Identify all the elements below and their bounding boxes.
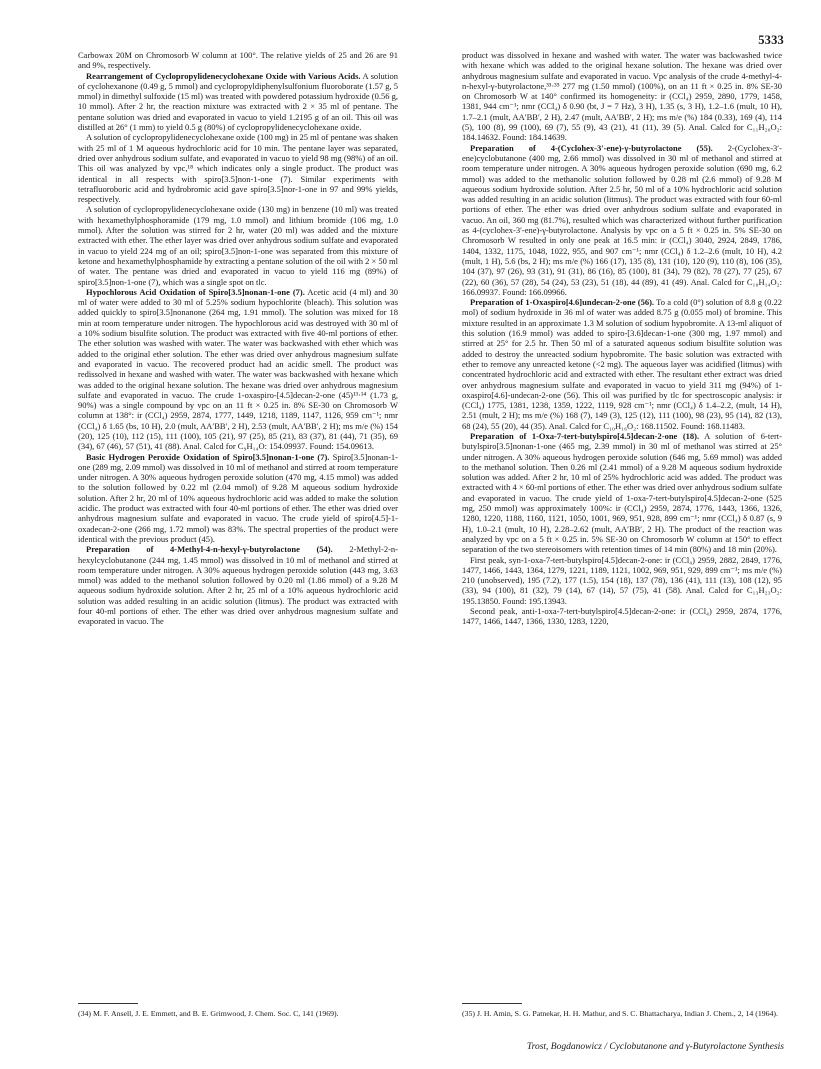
section-heading: Rearrangement of Cyclopropylidenecyclohexane Oxide with Various Acids. [86,70,361,81]
section-paragraph [78,544,398,626]
left-column [78,50,398,627]
section-paragraph [462,431,782,555]
footnote-rule-right [462,1003,522,1004]
footnote-rule-left [78,1003,138,1004]
section-paragraph [78,452,398,545]
paragraph: product was dissolved in hexane and washed with water. The water was backwashed twice with hexane which was added to the original hexane solution. The hexane was dried over anhydrous magnesium sulfate and evaporated in vacuo. Vpc analysis of the crude 4-methyl-4-n-hexyl-γ-butyrolactone,³³·³⁵ 277 mg (1.50 mmol) (100%), on an 11 ft × 0.25 in. 8% SE-30 on Chromosorb W at 140° confirmed its homogeneity: ir (CCl₄) 2959, 2890, 1779, 1458, 1381, 944 cm⁻¹; nmr (CCl₄) δ 0.90 (bt, J = 7 Hz), 3 H), 1.35 (s, 3 H), 1.2–1.6 (mult, 10 H), 1.7–2.1 (mult, AA′BB′, 2 H), 2.47 (mult, AA′BB′, 2 H); ms m/e (%) 184 (0.33), 169 (4), 114 (5), 100 (8), 99 (100), 69 (7), 55 (9), 43 (21), 41 (11), 39 (5). Anal. Calcd for C₁₁H₂₀O₂: 184.14632. Found: 184.14639. [462,50,782,143]
paragraph: First peak, syn-1-oxa-7-tert-butylspiro[4.5]decan-2-one: ir (CCl₄) 2959, 2882, 2849, 1776, 1477, 1466, 1443, 1364, 1279, 1221, 1189, 1121, 1002, 969, 951, 929, 899 cm⁻¹; ms m/e (%) 210 (unobserved), 195 (7.2), 177 (1.5), 154 (18), 137 (78), 136 (41), 111 (13), 108 (12), 95 (33), 94 (100), 81 (32), 79 (14), 67 (14), 57 (75), 41 (58). Anal. Calcd for C₁₃H₂₃O₂: 195.13850. Found: 195.13943. [462,554,782,606]
page-number: 5333 [758,33,784,47]
paragraph: Second peak, anti-1-oxa-7-tert-butylspiro[4.5]decan-2-one: ir (CCl₄) 2959, 2874, 1776, 1477, 1466, 1447, 1366, 1330, 1283, 1220, [462,606,782,627]
section-heading: Preparation of 1-Oxaspiro[4.6]undecan-2-one (56). [470,297,655,308]
paragraph-text: A solution of cyclohexanone (0.49 g, 5 mmol) and cyclopropyldiphenylsulfonium fluoroborate (1.57 g, 5 mmol) in dimethyl sulfoxide (15 ml) was treated with powdered potassium hydroxide (0.56 g, 10 mmol). After 2 hr, the reaction mixture was extracted with 2 × 35 ml of pentane. The pentane solution was dried and evaporated in vacuo to yield 1.2195 g of an oil. This oil was distilled at 26° (1 mm) to yield 0.5 g (80%) of cyclopropylidenecyclohexane oxide. [78,70,399,133]
paragraph-text: Spiro[3.5]nonan-1-one (289 mg, 2.09 mmol) was dissolved in 10 ml of methanol and stirred at room temperature under nitrogen. A 30% aqueous hydrogen peroxide solution (470 mg, 4.15 mmol) was added to the solution followed by 0.22 ml (2.04 mmol) of 9.28 M aqueous sodium hydroxide solution. After 2 hr, 20 ml of 10% aqueous hydrochloric acid was added to make the solution acidic. The product was extracted with four 40-ml portions of ether. The ether was dried over anhydrous magnesium sulfate and evaporated in vacuo. The crude yield of spiro[4.5]-1-oxadecan-2-one (266 mg, 1.72 mmol) was 83%. The spectral properties of the product were identical with the previous product (45). [78,451,398,544]
paragraph: A solution of cyclopropylidenecyclohexane oxide (130 mg) in benzene (10 ml) was treated with hexamethylphosphoramide (179 mg, 1.0 mmol) and lithium bromide (106 mg, 1.0 mmol). After the solution was stirred for 2 hr, water (20 ml) was added and the mixture extracted with ether. The ether layer was dried over anhydrous sodium sulfate and evaporated in vacuo to yield 224 mg of an oil; spiro[3.5]non-1-one was separated from this mixture of ketone and hexamethylphosphamide by extracting a pentane solution of the oil with 2 × 50 ml of water. The pentane was dried and evaporated in vacuo to yield 116 mg (89%) of spiro[3.5]non-1-one (7), which was a single spot on tlc. [78,204,398,287]
paragraph-text: To a cold (0°) solution of 8.8 g (0.22 mol) of sodium hydroxide in 36 ml of water was added 8.75 g (0.055 mol) of bromine. This mixture resulted in an approximate 1.3 M solution of sodium hypobromite. A 13-ml aliquot of this solution (16.9 mmol) was added to spiro-[3.6]decan-1-one (300 mg, 1.97 mmol) and stirred at 25° for 2.5 hr. Then 50 ml of a saturated aqueous sodium bisulfite solution was added to destroy the unreacted sodium hypobromite. The basic solution was extracted with ether to remove any unreacted ketone (<2 mg). The aqueous layer was acidified (litmus) with concentrated hydrochloric acid and extracted with ether. The resultant ether extract was dried over anhydrous magnesium sulfate and evaporated in vacuo to yield 311 mg (94%) of 1-oxaspiro[4.6]-undecan-2-one (56). This oil was purified by tlc for spectroscopic analysis: ir (CCl₄) 1775, 1381, 1238, 1359, 1222, 1119, 928 cm⁻¹; nmr (CCl₄) δ 1.4–2.2, (mult, 14 H), 2.51 (mult, 2 H); ms m/e (%) 168 (7), 149 (3), 125 (12), 111 (100), 98 (23), 95 (14), 82 (13), 68 (24), 55 (20), 44 (35). Anal. Calcd for C₁₀H₁₆O₂: 168.11502. Found: 168.11483. [462,297,783,431]
section-heading: Preparation of 1-Oxa-7-tert-butylspiro[4.5]decan-2-one (18). [470,430,700,441]
running-footer: Trost, Bogdanowicz / Cyclobutanone and γ-Butyrolactone Synthesis [526,1042,784,1052]
section-paragraph [462,143,782,297]
footnote-left: (34) M. F. Ansell, J. E. Emmett, and B. E. Grimwood, J. Chem. Soc. C, 141 (1969). [78,1009,339,1018]
footnote-right: (35) J. H. Amin, S. G. Patnekar, H. H. Mathur, and S. C. Bhattacharya, Indian J. Chem., 2, 14 (1964). [462,1009,778,1018]
section-heading: Basic Hydrogen Peroxide Oxidation of Spiro[3.5]nonan-1-one (7). [86,451,330,462]
paragraph: Carbowax 20M on Chromosorb W column at 100°. The relative yields of 25 and 26 are 91 and 9%, respectively. [78,50,398,71]
section-paragraph [462,297,782,431]
section-paragraph [78,71,398,133]
section-heading: Preparation of 4-Methyl-4-n-hexyl-γ-butyrolactone (54). [86,544,333,555]
section-heading: Hypochlorous Acid Oxidation of Spiro[3.5]nonan-1-one (7). [86,286,305,297]
paragraph: A solution of cyclopropylidenecyclohexane oxide (100 mg) in 25 ml of pentane was shaken with 25 ml of 1 M aqueous hydrochloric acid for 10 min. The pentane layer was separated, dried over anhydrous sodium sulfate, and evaporated in vacuo to yield 98 mg (98%) of an oil. This oil was analyzed by vpc,¹⁸ which indicates only a single product. The product was identical in all respects with spiro[3.5]non-1-one (7). Similar experiments with tetrafluoroboric acid and hydrobromic acid gave spiro[3.5]nor-1-one in 97 and 99% yields, respectively. [78,132,398,205]
paragraph-text: Acetic acid (4 ml) and 30 ml of water were added to 30 ml of 5.25% sodium hypochlorite (bleach). This solution was added quickly to spiro[3.5]nonanone (264 mg, 1.91 mmol). The solution was mixed for 18 min at room temperature under nitrogen. The hypochlorous acid was destroyed with 30 ml of a 10% sodium bisulfite solution. The product was extracted with five 40-ml portions of ether. The ether solution was washed with water. The water was backwashed with ether which was added to the original ether solution. The ether was dried over anhydrous magnesium sulfate and evaporated in vacuo. The recovered product had an acidic smell. The product was redissolved in hexane and washed with water. The water was backwashed with hexane which was added to the original hexane solution. The hexane was dried over anhydrous magnesium sulfate and evaporated in vacuo. The crude 1-oxaspiro-[4.5]decan-2-one (45)¹³·¹⁴ (1.73 g, 90%) was a single compound by vpc on an 11 ft × 0.25 in. 8% SE-30 on Chromosorb W column at 138°: ir (CCl₄) 2959, 2874, 1777, 1449, 1218, 1189, 1147, 1126, 959 cm⁻¹; nmr (CCl₄) δ 1.65 (bs, 10 H), 2.0 (mult, AA′BB′, 2 H), 2.53 (mult, AA′BB′, 2 H); ms m/e (%) 154 (20), 125 (10), 112 (15), 111 (100), 105 (21), 97 (25), 85 (21), 83 (37), 81 (44), 71 (35), 69 (34), 67 (46), 57 (51), 41 (88). Anal. Calcd for C₉H₁₄O: 154.09937. Found: 154.09613. [78,286,399,452]
paragraph-text: 2-(Cyclohex-3′-ene)cyclobutanone (400 mg, 2.66 mmol) was dissolved in 30 ml of methanol and stirred at room temperature under nitrogen. A 30% aqueous hydrogen peroxide solution (690 mg, 6.2 mmol) was added to the methanolic solution followed by 0.28 ml (2.6 mmol) of 9.28 M aqueous sodium hydroxide solution. After 2.5 hr, 50 ml of a 10% hydrochloric acid solution was added resulting in an acidic solution (litmus). The product was extracted with four 60-ml portions of ether. The ether was dried over anhydrous sodium sulfate and evaporated in vacuo. An oil, 360 mg (81.7%), resulted which was characterized without further purification as 4-(cyclohex-3′-ene)-γ-butyrolactone. Analysis by vpc on a 5 ft × 0.25 in. 5% SE-30 on Chromosorb W resulted in only one peak at 16.5 min: ir (CCl₄) 3040, 2924, 2849, 1786, 1404, 1332, 1175, 1048, 1022, 955, and 907 cm⁻¹; nmr (CCl₄) δ 1.2–2.6 (mult, 10 H), 4.2 (mult, 1 H), 5.6 (bs, 2 H); ms m/e (%) 166 (17), 135 (8), 131 (10), 120 (9), 110 (8), 106 (35), 104 (37), 97 (26), 93 (31), 91 (31), 86 (16), 85 (100), 81 (34), 79 (82), 78 (27), 77 (25), 67 (22), 60 (36), 57 (28), 54 (24), 53 (23), 51 (18), 44 (89), 41 (49). Anal. Calcd for C₁₀H₁₄O₂: 166.09937. Found: 166.09966. [462,142,782,297]
section-paragraph [78,287,398,452]
section-heading: Preparation of 4-(Cyclohex-3′-ene)-γ-butyrolactone (55). [470,142,713,153]
paragraph-text: 2-Methyl-2-n-hexylcyclobutanone (244 mg, 1.45 mmol) was dissolved in 10 ml of methanol and stirred at room temperature under nitrogen. A 30% aqueous hydrogen peroxide solution (443 mg, 3.63 mmol) was added to the methanol solution followed by 0.20 ml (1.86 mmol) of a 9.28 M aqueous sodium hydroxide solution. After 2 hr, 25 ml of a 10% aqueous hydrochloric acid solution was added resulting in an acidic solution (litmus). The product was extracted with four 40-ml portions of ether. The ether was dried over anhydrous magnesium sulfate and evaporated in vacuo. The [78,544,398,627]
right-column [462,50,782,627]
paragraph-text: A solution of 6-tert-butylspiro[3.5]nonan-1-one (465 mg, 2.39 mmol) in 30 ml of methanol was stirred at 25° under nitrogen. A 30% aqueous hydrogen peroxide solution (646 mg, 5.69 mmol) was added to the methanol solution. Then 0.26 ml (2.41 mmol) of a 9.28 M aqueous sodium hydroxide solution was added. After 2 hr, 10 ml of 25% hydrochloric acid was added. The product was extracted with 4 × 60-ml portions of ether. The ether was dried over anhydrous sodium sulfate and evaporated in vacuo. The crude yield of 1-oxa-7-tert-butylspiro[4.5]decan-2-one (525 mg, 250 mmol) was approximately 100%: ir (CCl₄) 2959, 2874, 1776, 1443, 1366, 1326, 1280, 1220, 1188, 1160, 1121, 1050, 1001, 969, 951, 928, 899 cm⁻¹; nmr (CCl₄) δ 0.87 (s, 9 H), 1.0–2.1 (mult, 10 H), 2.28–2.62 (mult, AA′BB′, 2 H). The product of the reaction was analyzed by vpc on a 5 ft × 0.25 in. 5% SE-30 on Chromosorb W column at 150° to effect separation of the two stereoisomers with retention times of 14 min (80%) and 18 min (20%). [462,430,782,555]
